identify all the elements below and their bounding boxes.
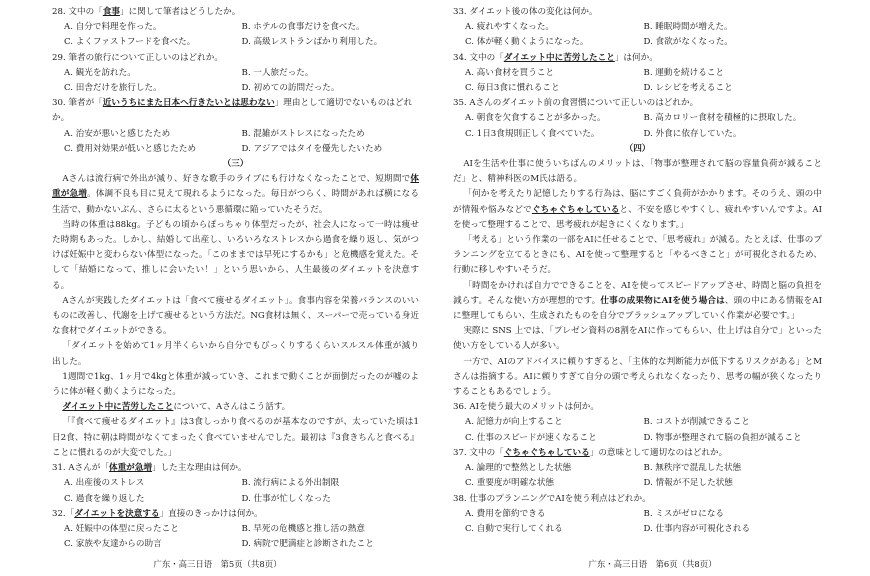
passage-paragraph: Aさんが実践したダイエットは「食べて痩せるダイエット」。食事内容を栄養バランスのいいものに改善し、代謝を上げて痩せるという方法だ。NG食材は無く、スーパーで売っている身近な食材でダイエットができる。 [52,295,419,337]
option: C. 1日3食規則正しく食べていた。 [465,128,600,139]
option: B. コストが削減できること [643,417,750,428]
passage-paragraph: Aさんは流行病で外出が減り、好きな歌手のライブにも行けなくなったことで、短期間で体重が急増。体調不良も目に見えて現れるようになった。毎日がつらく、時間があれば横になる生活で、動かないぶん、さらに太るという悪循環に陥っていたそうだ。 [52,174,419,215]
page-footer: 广东・高三日语 第6页（共8页） [588,558,717,569]
option: B. 睡眠時間が増えた。 [643,22,733,33]
option: D. 情報が不足した状態 [643,478,733,489]
underlined-phrase: 体重が急増 [108,463,152,474]
passage-paragraph: 「時間をかければ自力でできることを、AIを使ってスピードアップさせ、時間と脳の負担を減らす。そんな使い方が理想的です。仕事の成果物にAIを使う場合は、頭の中にある情報をAIに整理してもらい、生成されたものを自分でブラッシュアップしていく作業が必要です。」 [453,280,822,322]
passage-paragraph: 実際に SNS 上では、「プレゼン資料の8割をAIに作ってもらい、仕上げは自分で」といった使い方をしている人が多い。 [453,326,822,352]
option: A. 出産後のストレス [64,478,145,489]
bold-phrase: 仕事の成果物にAIを使う場合は [600,295,725,306]
option: C. 費用対効果が低いと感じたため [64,143,197,154]
passage-paragraph: ダイエット中に苦労したことについて、Aさんはこう話す。 [62,402,291,413]
question-34: 34. 文中の「ダイエット中に苦労したこと」は何か。 [453,52,658,63]
passage-paragraph: 1週間で1kg、1ヶ月で4kgと体重が減っていき、これまで動くことが面倒だったのが嘘のように体が軽く動くようになった。 [52,371,419,398]
section-heading: （三） [222,159,249,170]
question-28: 28. 文中の「食事」に関して筆者はどうしたか。 [52,7,241,17]
option: C. 田舎だけを旅行した。 [64,83,162,94]
option: A. 高い食材を買うこと [465,67,555,78]
question-32: 32.「ダイエットを決意する」直接のきっかけは何か。 [52,508,263,519]
option: C. 過食を繰り返した [64,493,145,504]
option: D. 病院で肥満症と診断されたこと [241,539,374,550]
passage-paragraph: 「『食べて痩せるダイエット』は3食しっかり食べるのが基本なのですが、太っていた頃は1日2食、特に朝は時間がなくてまったく食べていませんでした。最初は『3食きちんと食べる』ことに慣れるのが大変でした。」 [52,417,419,458]
option: A. 費用を節約できる [465,508,546,519]
option: A. 治安が悪いと感じたため [64,128,171,139]
options-29 [64,66,419,96]
option: B. 早死の危機感と推し活の熱意 [241,523,365,534]
question-37: 37. 文中の「ぐちゃぐちゃしている」の意味として適切なのはどれか。 [453,447,728,458]
option: A. 論理的で整然とした状態 [465,463,572,474]
options-30 [64,127,419,157]
option: B. ホテルの食事だけを食べた。 [241,22,365,33]
question-33: 33. ダイエット後の体の変化は何か。 [453,7,598,17]
section-heading: （四） [624,143,651,154]
option: A. 記憶力が向上すること [465,417,563,428]
option: D. 物事が整理されて脳の負担が減ること [643,432,802,443]
right-page [435,0,870,576]
option: D. 外食に依存していた。 [643,128,742,139]
options-33 [465,20,822,50]
options-28 [64,20,419,50]
option: B. 一人旅だった。 [241,67,314,78]
options-31 [64,476,419,506]
question-29: 29. 筆者の旅行について正しいのはどれか。 [52,52,223,63]
option: D. 初めての訪問だった。 [241,83,340,94]
option: D. 高級レストランばかり利用した。 [241,37,383,48]
option: D. アジアではタイを優先したいため [241,143,383,154]
option: A. 観光を訪れた。 [64,67,136,78]
passage-paragraph: AIを生活や仕事に使ういちばんのメリットは、「物事が整理されて脳の容量負荷が減ることだ」と、精神科医のM氏は語る。 [453,159,822,185]
option: C. 自動で実行してくれる [465,523,563,534]
option: D. レシピを考えること [643,83,733,94]
option: D. 食欲がなくなった。 [643,37,733,48]
option: C. 体が軽く動くようになった。 [465,37,589,48]
option: A. 朝食を欠食することが多かった。 [465,113,606,124]
underlined-phrase: ダイエットを決意する [74,508,160,519]
option: A. 自分で料理を作った。 [64,22,162,33]
question-36: 36. AIを使う最大のメリットは何か。 [453,402,599,413]
options-37 [465,461,822,491]
passage-paragraph: 「考える」という作業の一部をAIに任せることで、「思考疲れ」が減る。たとえば、仕事のプランニングを立てるときにも、AIを使って整理すると「やるべきこと」が可視化されるため、行動に移しやすいそうだ。 [453,235,822,276]
options-38 [465,507,822,537]
underlined-phrase: ダイエット中に苦労したこと [503,52,615,63]
option: B. ミスがゼロになる [643,508,725,519]
question-30: 30. 筆者が「近いうちにまた日本へ行きたいとは思わない」理由として適切でないものはどれか。 [52,98,413,124]
underlined-phrase: 近いうちにまた日本へ行きたいとは思わない [102,98,275,109]
passage-paragraph: 一方で、AIのアドバイスに頼りすぎると、「主体的な判断能力が低下するリスクがある」とMさんは指摘する。AIに頼りすぎて自分の頭で考えられなくなったり、思考の幅が狭くなったりすることもあるでしょう。 [453,356,823,398]
underlined-phrase: 食事 [102,7,120,17]
option: C. 仕事のスピードが速くなること [465,432,597,443]
passage-paragraph: 「ダイエットを始めて1ヶ月半くらいから自分でもびっくりするくらいスルスル体重が減り出した。 [52,341,419,367]
passage-paragraph: 当時の体重は88kg。子どもの頃からぽっちゃり体型だったが、社会人になって一時は痩せた時期もあった。しかし、結婚して出産し、いろいろなストレスから過食を繰り返し、気がつけば妊娠中と変わらない体型になった。「このままでは早死にするかも」と危機感を覚えた。そして「結婚になって、推しに会いたい！」という思いから、人生最後のダイエットを決意する。 [52,219,419,291]
option: B. 高カロリー食材を積極的に摂取した。 [643,113,802,124]
option: B. 無秩序で混乱した状態 [643,463,742,474]
option: C. 家族や友達からの助言 [64,539,162,550]
option: C. よくファストフードを食べた。 [64,37,196,48]
options-32 [64,522,419,552]
option: B. 混雑がストレスになったため [241,128,365,139]
options-35 [465,111,822,141]
option: A. 疲れやすくなった。 [465,22,555,33]
question-35: 35. Aさんのダイエット前の食習慣について正しいのはどれか。 [453,98,699,109]
underlined-phrase: ぐちゃぐちゃしている [503,447,590,458]
options-34 [465,66,822,96]
question-31: 31. Aさんが「体重が急増」した主な理由は何か。 [52,463,247,474]
option: C. 重要度が明確な状態 [465,478,555,489]
underlined-phrase: ダイエット中に苦労したこと [62,402,174,413]
option: B. 流行病による外出制限 [241,478,340,489]
option: C. 毎日3食に慣れること [465,83,560,94]
option: A. 妊娠中の体型に戻ったこと [64,523,179,534]
question-38: 38. 仕事のプランニングでAIを使う利点はどれか。 [453,493,651,504]
page-footer: 广东・高三日语 第5页（共8页） [153,558,282,569]
option: D. 仕事が忙しくなった [241,493,331,504]
underlined-phrase: 体重が急増 [52,174,419,200]
underlined-phrase: ぐちゃぐちゃしている [531,204,620,215]
options-36 [465,415,822,445]
option: D. 仕事内容が可視化される [643,523,751,534]
passage-paragraph: 「何かを考えたり記憶したりする行為は、脳にすごく負荷がかかります。そのうえ、頭の中が情報や悩みなどでぐちゃぐちゃしていると、不安を感じやすくし、疲れやすいんですよ。AIを使って整理することで、思考疲れが起きにくくなります。」 [453,189,822,230]
option: B. 運動を続けること [643,67,725,78]
